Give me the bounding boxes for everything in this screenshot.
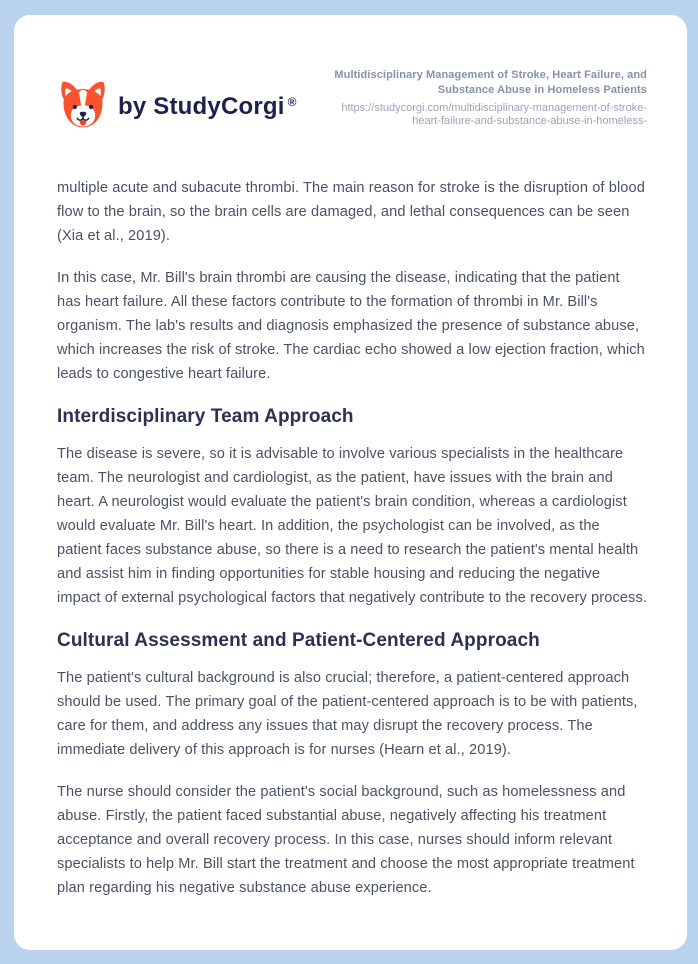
document-header — [57, 68, 647, 134]
document-card — [14, 15, 687, 950]
brand — [57, 80, 297, 134]
section-heading-interdisciplinary-team: Interdisciplinary Team Approach — [57, 406, 354, 427]
paragraph-intro-1: multiple acute and subacute thrombi. The main reason for stroke is the disruption of blood flow to the brain, so the brain cells are damaged, and lethal consequences can be seen (Xia et al., 2019). — [57, 180, 645, 244]
registered-trademark: ® — [287, 95, 297, 109]
paragraph-intro-2: In this case, Mr. Bill's brain thrombi are causing the disease, indicating that the patient has heart failure. All these factors contribute to the formation of thrombi in Mr. Bill's organism. The lab's results and diagnosis emphasized the presence of substance abuse, which increases the risk of stroke. The cardiac echo showed a low ejection fraction, which leads to congestive heart failure. — [57, 270, 645, 382]
brand-byline — [118, 93, 297, 121]
document-title: Multidisciplinary Management of Stroke, Heart Failure, and Substance Abuse in Homeless Patients — [334, 69, 647, 96]
paragraph-cultural-1: The patient's cultural background is also crucial; therefore, a patient-centered approach should be used. The primary goal of the patient-centered approach is to be with patients, care for them, and address any issues that may disrupt the recovery process. The immediate delivery of this approach is for nurses (Hearn et al., 2019). — [57, 670, 638, 758]
document-meta — [305, 68, 647, 128]
brand-byline-text: by StudyCorgi — [118, 93, 285, 120]
document-content — [57, 176, 651, 900]
corgi-logo-icon — [57, 80, 109, 134]
paragraph-interdisciplinary-1: The disease is severe, so it is advisable to involve various specialists in the healthcare team. The neurologist and cardiologist, as the patient, have issues with the brain and heart. A neurologist would evaluate the patient's brain condition, whereas a cardiologist would evaluate Mr. Bill's heart. In addition, the psychologist can be involved, as the patient faces substance abuse, so there is a need to research the patient's mental health and assist him in finding opportunities for stable housing and reducing the negative impact of external psychological factors that negatively contribute to the recovery process. — [57, 446, 647, 606]
paragraph-cultural-2: The nurse should consider the patient's social background, such as homelessness and abuse. Firstly, the patient faced substantial abuse, negatively affecting his treatment acceptance and overall recovery process. In this case, nurses should inform relevant specialists to help Mr. Bill start the treatment and choose the most appropriate treatment plan regarding his negative substance abuse experience. — [57, 784, 635, 896]
document-url: https://studycorgi.com/multidisciplinary-management-of-stroke-heart-failure-and-substance-abuse-in-homeless- — [341, 102, 647, 127]
section-heading-cultural-assessment: Cultural Assessment and Patient-Centered Approach — [57, 630, 540, 651]
